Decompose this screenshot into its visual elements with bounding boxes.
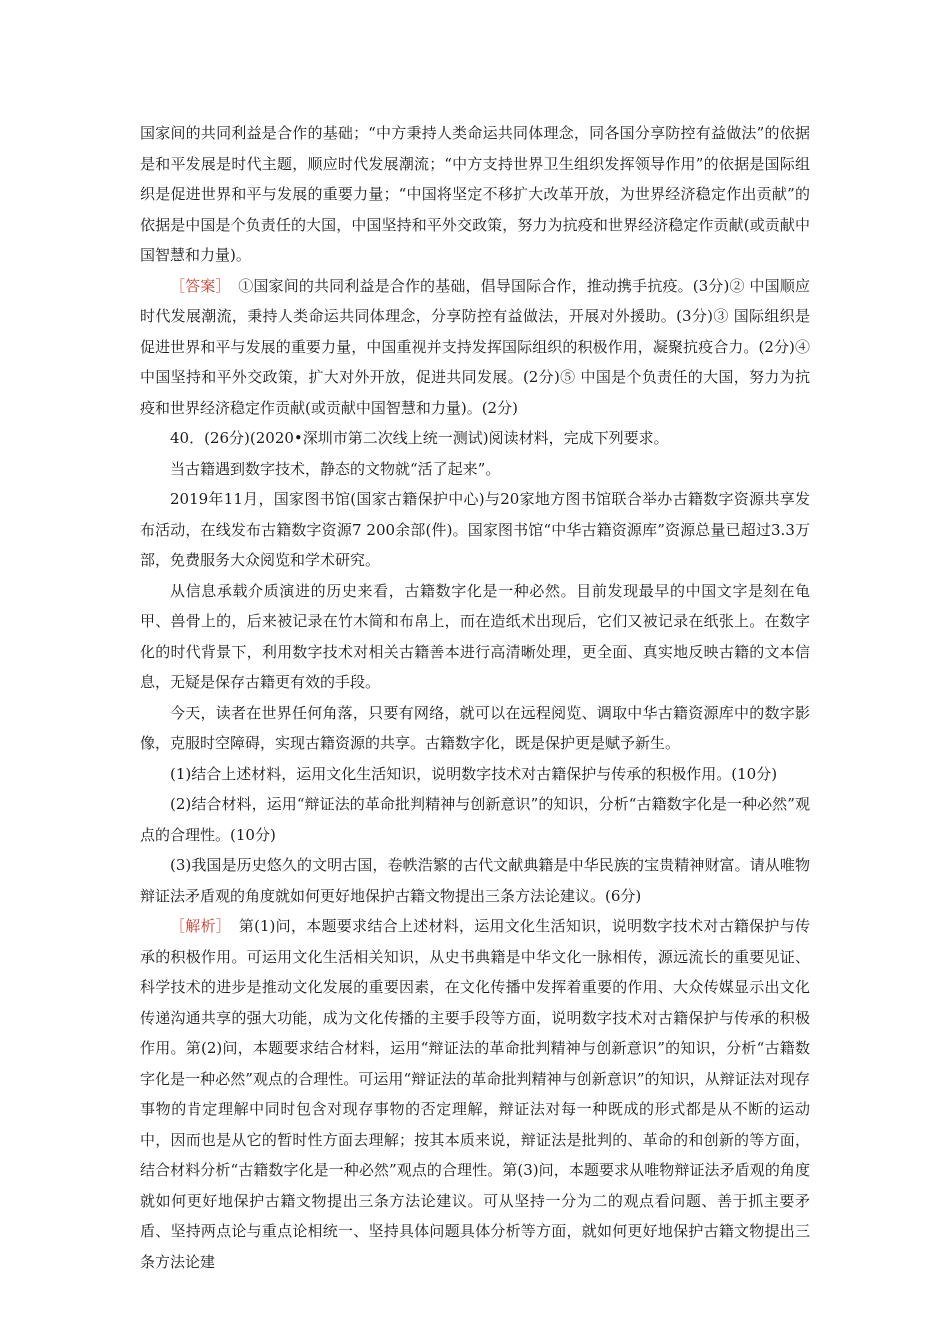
material-paragraph: 当古籍遇到数字技术，静态的文物就“活了起来”。	[170, 459, 501, 478]
question-header: 40．(26分)(2020•深圳市第二次线上统一测试)阅读材料，完成下列要求。	[170, 429, 669, 447]
answer-text: ①国家间的共同利益是合作的基础，倡导国际合作，推动携手抗疫。(3分)② 中国顺应时代发展潮流，秉持人类命运共同体理念，分享防控有益做法，开展对外援助。(3分)③ 国际组织是促进世界和平与发展的重要力量，中国重视并支持发挥国际组织的积极作用，凝聚抗疫合力。(2分)④ 中国坚持和平外交政策，扩大对外开放，促进共同发展。(2分)⑤ 中国是个负责任的大国，努力为抗疫和世界经济稳定作贡献(或贡献中国智慧和力量)。(2分)	[140, 276, 810, 417]
subquestion-3: (3)我国是历史悠久的文明古国，卷帙浩繁的古代文献典籍是中华民族的宝贵精神财富。请从唯物辩证法矛盾观的角度就如何更好地保护古籍文物提出三条方法论建议。(6分)	[140, 856, 810, 905]
material-paragraph: 2019年11月，国家图书馆(国家古籍保护中心)与20家地方图书馆联合举办古籍数字资源共享发布活动，在线发布古籍数字资源7 200余部(件)。国家图书馆“中华古籍资源库”资源总量已超过3.3万部，免费服务大众阅览和学术研究。	[140, 490, 810, 569]
analysis-paragraph	[140, 911, 810, 1277]
answer-label: ［答案］	[170, 276, 224, 295]
subquestion-2: (2)结合材料，运用“辩证法的革命批判精神与创新意识”的知识，分析“古籍数字化是一种必然”观点的合理性。(10分)	[140, 795, 810, 844]
material-paragraph: 从信息承载介质演进的历史来看，古籍数字化是一种必然。目前发现最早的中国文字是刻在龟甲、兽骨上的，后来被记录在竹木简和布帛上，而在造纸术出现后，它们又被记录在纸张上。在数字化的时代背景下，利用数字技术对相关古籍善本进行高清晰处理，更全面、真实地反映古籍的文本信息，无疑是保存古籍更有效的手段。	[140, 581, 810, 691]
subquestion-1: (1)结合上述材料，运用文化生活知识，说明数字技术对古籍保护与传承的积极作用。(10分)	[170, 764, 778, 783]
previous-analysis-paragraph: 国家间的共同利益是合作的基础；“中方秉持人类命运共同体理念，同各国分享防控有益做法”的依据是和平发展是时代主题，顺应时代发展潮流；“中方支持世界卫生组织发挥领导作用”的依据是国际组织是促进世界和平与发展的重要力量；“中国将坚定不移扩大改革开放，为世界经济稳定作出贡献”的依据是中国是个负责任的大国，中国坚持和平外交政策，努力为抗疫和世界经济稳定作贡献(或贡献中国智慧和力量)。	[140, 124, 810, 264]
analysis-text: 第(1)问，本题要求结合上述材料，运用文化生活知识，说明数字技术对古籍保护与传承的积极作用。可运用文化生活相关知识，从史书典籍是中华文化一脉相传，源远流长的重要见证、科学技术的进步是推动文化发展的重要因素，在文化传播中发挥着重要的作用、大众传媒显示出文化传递沟通共享的强大功能，成为文化传播的主要手段等方面，说明数字技术对古籍保护与传承的积极作用。第(2)问，本题要求结合材料，运用“辩证法的革命批判精神与创新意识”的知识，分析“古籍数字化是一种必然”观点的合理性。可运用“辩证法的革命批判精神与创新意识”的知识，从辩证法对现存事物的肯定理解中同时包含对现存事物的否定理解，辩证法对每一种既成的形式都是从不断的运动中，因而也是从它的暂时性方面去理解；按其本质来说，辩证法是批判的、革命的和创新的等方面，结合材料分析“古籍数字化是一种必然”观点的合理性。第(3)问，本题要求从唯物辩证法矛盾观的角度就如何更好地保护古籍文物提出三条方法论建议。可从坚持一分为二的观点看问题、善于抓主要矛盾、坚持两点论与重点论相统一、坚持具体问题具体分析等方面，就如何更好地保护古籍文物提出三条方法论建	[140, 917, 810, 1271]
answer-paragraph	[140, 271, 810, 424]
material-paragraph: 今天，读者在世界任何角落，只要有网络，就可以在远程阅览、调取中华古籍资源库中的数字影像，克服时空障碍，实现古籍资源的共享。古籍数字化，既是保护更是赋予新生。	[140, 703, 810, 752]
analysis-label: ［解析］	[170, 917, 224, 935]
